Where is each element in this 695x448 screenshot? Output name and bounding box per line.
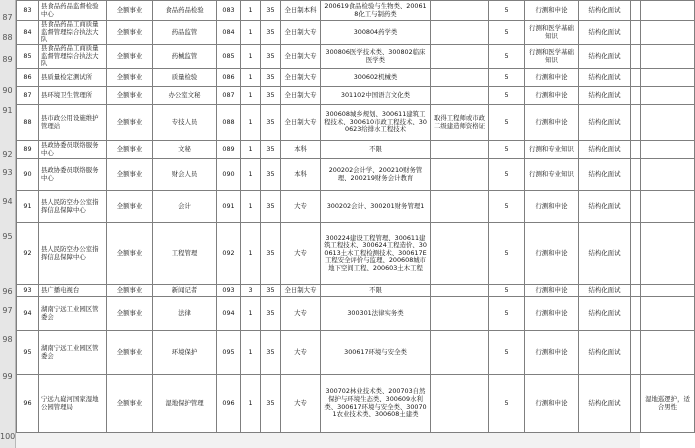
- cell-interview[interactable]: 结构化面试: [579, 69, 631, 87]
- cell-position[interactable]: 食品药品检验: [153, 1, 217, 21]
- cell-unit[interactable]: 县政协委员联络服务中心: [39, 141, 107, 159]
- cell-blank[interactable]: [631, 331, 641, 375]
- cell-interview[interactable]: 结构化面试: [579, 191, 631, 223]
- row-number[interactable]: 91: [2, 106, 13, 115]
- cell-age[interactable]: 35: [261, 45, 281, 69]
- cell-blank[interactable]: [631, 297, 641, 331]
- cell-edu[interactable]: 全日制本科: [281, 1, 321, 21]
- cell-seq[interactable]: 88: [17, 105, 39, 141]
- cell-ratio[interactable]: 5: [489, 105, 525, 141]
- cell-blank[interactable]: [631, 87, 641, 105]
- cell-edu[interactable]: 全日制大专: [281, 105, 321, 141]
- cell-position[interactable]: 质量检验: [153, 69, 217, 87]
- cell-seq[interactable]: 96: [17, 375, 39, 433]
- row-number[interactable]: 88: [2, 33, 13, 42]
- cell-note[interactable]: [641, 297, 695, 331]
- cell-code[interactable]: 083: [217, 1, 241, 21]
- cell-unit[interactable]: 县食品药品监督检验中心: [39, 1, 107, 21]
- cell-blank[interactable]: [631, 105, 641, 141]
- cell-interview[interactable]: 结构化面试: [579, 375, 631, 433]
- cell-position[interactable]: 工程管理: [153, 223, 217, 285]
- cell-other[interactable]: [431, 45, 489, 69]
- cell-num[interactable]: 1: [241, 375, 261, 433]
- cell-age[interactable]: 35: [261, 191, 281, 223]
- cell-edu[interactable]: 大专: [281, 375, 321, 433]
- row-number[interactable]: 98: [2, 335, 13, 344]
- cell-position[interactable]: 新闻记者: [153, 285, 217, 297]
- cell-code[interactable]: 087: [217, 87, 241, 105]
- cell-ratio[interactable]: 5: [489, 285, 525, 297]
- cell-exam[interactable]: 行测和专业知识: [525, 159, 579, 191]
- cell-other[interactable]: [431, 331, 489, 375]
- row-number[interactable]: 93: [2, 168, 13, 177]
- cell-position[interactable]: 药械监管: [153, 45, 217, 69]
- cell-other[interactable]: 取得工程师或市政二级建造师资格证: [431, 105, 489, 141]
- cell-edu[interactable]: 大专: [281, 223, 321, 285]
- cell-unit[interactable]: 县质量检定测试所: [39, 69, 107, 87]
- cell-num[interactable]: 1: [241, 105, 261, 141]
- cell-exam[interactable]: 行测和申论: [525, 69, 579, 87]
- cell-category[interactable]: 全额事业: [107, 21, 153, 45]
- cell-note[interactable]: 湿地巡逻护，适合男性: [641, 375, 695, 433]
- cell-num[interactable]: 1: [241, 21, 261, 45]
- cell-interview[interactable]: 结构化面试: [579, 87, 631, 105]
- recruitment-table: [16, 0, 695, 433]
- cell-exam[interactable]: 行测和申论: [525, 1, 579, 21]
- cell-blank[interactable]: [631, 375, 641, 433]
- cell-other[interactable]: [431, 191, 489, 223]
- cell-seq[interactable]: 95: [17, 331, 39, 375]
- row-number[interactable]: 95: [2, 232, 13, 241]
- cell-exam[interactable]: 行测和申论: [525, 297, 579, 331]
- cell-position[interactable]: 湿地保护管理: [153, 375, 217, 433]
- cell-ratio[interactable]: 5: [489, 69, 525, 87]
- cell-major[interactable]: 300702林业技术类、200703自然保护与环境生态类、300609水利类、300617环境与安全类、300701农业技术类、300608土建类: [321, 375, 431, 433]
- cell-blank[interactable]: [631, 141, 641, 159]
- cell-interview[interactable]: 结构化面试: [579, 223, 631, 285]
- cell-blank[interactable]: [631, 1, 641, 21]
- cell-note[interactable]: [641, 87, 695, 105]
- cell-edu[interactable]: 全日制大专: [281, 69, 321, 87]
- cell-num[interactable]: 1: [241, 331, 261, 375]
- cell-blank[interactable]: [631, 285, 641, 297]
- cell-exam[interactable]: 行测和申论: [525, 375, 579, 433]
- cell-num[interactable]: 1: [241, 223, 261, 285]
- cell-category[interactable]: 全额事业: [107, 285, 153, 297]
- row-number[interactable]: 92: [2, 150, 13, 159]
- cell-blank[interactable]: [631, 45, 641, 69]
- cell-note[interactable]: [641, 141, 695, 159]
- cell-age[interactable]: 35: [261, 21, 281, 45]
- cell-exam[interactable]: 行测和申论: [525, 285, 579, 297]
- cell-num[interactable]: 1: [241, 141, 261, 159]
- cell-age[interactable]: 35: [261, 87, 281, 105]
- cell-note[interactable]: [641, 331, 695, 375]
- cell-ratio[interactable]: 5: [489, 159, 525, 191]
- row-number[interactable]: 89: [2, 55, 13, 64]
- cell-interview[interactable]: 结构化面试: [579, 141, 631, 159]
- cell-edu[interactable]: 全日制大专: [281, 45, 321, 69]
- cell-num[interactable]: 1: [241, 1, 261, 21]
- cell-code[interactable]: 095: [217, 331, 241, 375]
- cell-seq[interactable]: 91: [17, 191, 39, 223]
- cell-edu[interactable]: 全日制大专: [281, 87, 321, 105]
- cell-code[interactable]: 092: [217, 223, 241, 285]
- cell-code[interactable]: 094: [217, 297, 241, 331]
- cell-num[interactable]: 1: [241, 159, 261, 191]
- table-row[interactable]: [17, 159, 695, 191]
- cell-ratio[interactable]: 5: [489, 223, 525, 285]
- cell-interview[interactable]: 结构化面试: [579, 297, 631, 331]
- table-row[interactable]: [17, 331, 695, 375]
- cell-category[interactable]: 全额事业: [107, 191, 153, 223]
- cell-position[interactable]: 法律: [153, 297, 217, 331]
- cell-note[interactable]: [641, 159, 695, 191]
- cell-position[interactable]: 文秘: [153, 141, 217, 159]
- cell-other[interactable]: [431, 141, 489, 159]
- cell-other[interactable]: [431, 285, 489, 297]
- row-number[interactable]: 94: [2, 197, 13, 206]
- cell-age[interactable]: 35: [261, 105, 281, 141]
- cell-category[interactable]: 全额事业: [107, 141, 153, 159]
- cell-edu[interactable]: 大专: [281, 331, 321, 375]
- cell-interview[interactable]: 结构化面试: [579, 21, 631, 45]
- cell-ratio[interactable]: 5: [489, 21, 525, 45]
- cell-position[interactable]: 办公室文秘: [153, 87, 217, 105]
- cell-note[interactable]: [641, 191, 695, 223]
- cell-major[interactable]: 300608城乡规划、300611建筑工程技术、300610市政工程技术、300623给排水工程技术: [321, 105, 431, 141]
- cell-exam[interactable]: 行测和申论: [525, 223, 579, 285]
- table-row[interactable]: [17, 45, 695, 69]
- cell-ratio[interactable]: 5: [489, 331, 525, 375]
- cell-seq[interactable]: 84: [17, 21, 39, 45]
- cell-other[interactable]: [431, 1, 489, 21]
- cell-age[interactable]: 35: [261, 141, 281, 159]
- cell-position[interactable]: 环境保护: [153, 331, 217, 375]
- cell-interview[interactable]: 结构化面试: [579, 331, 631, 375]
- cell-exam[interactable]: 行测和申论: [525, 87, 579, 105]
- table-row[interactable]: [17, 191, 695, 223]
- cell-seq[interactable]: 87: [17, 87, 39, 105]
- cell-seq[interactable]: 94: [17, 297, 39, 331]
- cell-category[interactable]: 全额事业: [107, 159, 153, 191]
- cell-category[interactable]: 全额事业: [107, 45, 153, 69]
- cell-unit[interactable]: 湖南宁远工业园区管委会: [39, 297, 107, 331]
- cell-category[interactable]: 全额事业: [107, 1, 153, 21]
- cell-code[interactable]: 093: [217, 285, 241, 297]
- cell-other[interactable]: [431, 297, 489, 331]
- cell-ratio[interactable]: 5: [489, 375, 525, 433]
- cell-unit[interactable]: 湖南宁远工业园区管委会: [39, 331, 107, 375]
- cell-num[interactable]: 1: [241, 87, 261, 105]
- cell-note[interactable]: [641, 69, 695, 87]
- cell-exam[interactable]: 行测和医学基础知识: [525, 21, 579, 45]
- table-row[interactable]: [17, 297, 695, 331]
- cell-code[interactable]: 090: [217, 159, 241, 191]
- table-row[interactable]: [17, 285, 695, 297]
- cell-code[interactable]: 089: [217, 141, 241, 159]
- cell-other[interactable]: [431, 87, 489, 105]
- table-row[interactable]: [17, 69, 695, 87]
- cell-major[interactable]: 300224建设工程管理、300611建筑工程技术、300624工程造价、300613土木工程检测技术、300617E工程安全评价与监理、200608城市地下空间工程、200603土木工程: [321, 223, 431, 285]
- cell-age[interactable]: 35: [261, 1, 281, 21]
- cell-major[interactable]: 不限: [321, 141, 431, 159]
- cell-edu[interactable]: 本科: [281, 141, 321, 159]
- cell-interview[interactable]: 结构化面试: [579, 1, 631, 21]
- cell-unit[interactable]: 宁远九嶷河国家湿地公园管理局: [39, 375, 107, 433]
- row-number[interactable]: 96: [2, 287, 13, 296]
- cell-category[interactable]: 全额事业: [107, 69, 153, 87]
- cell-code[interactable]: 091: [217, 191, 241, 223]
- cell-major[interactable]: 300202会计、300201财务管理1: [321, 191, 431, 223]
- cell-category[interactable]: 全额事业: [107, 105, 153, 141]
- cell-major[interactable]: 200202会计学、200210财务管理、200219财务会计教育: [321, 159, 431, 191]
- table-row[interactable]: [17, 87, 695, 105]
- cell-edu[interactable]: 大专: [281, 191, 321, 223]
- cell-seq[interactable]: 92: [17, 223, 39, 285]
- cell-ratio[interactable]: 5: [489, 45, 525, 69]
- cell-code[interactable]: 096: [217, 375, 241, 433]
- cell-position[interactable]: 专技人员: [153, 105, 217, 141]
- cell-num[interactable]: 3: [241, 285, 261, 297]
- cell-age[interactable]: 35: [261, 331, 281, 375]
- cell-seq[interactable]: 86: [17, 69, 39, 87]
- cell-age[interactable]: 35: [261, 297, 281, 331]
- cell-position[interactable]: 会计: [153, 191, 217, 223]
- cell-other[interactable]: [431, 21, 489, 45]
- cell-num[interactable]: 1: [241, 297, 261, 331]
- cell-other[interactable]: [431, 159, 489, 191]
- cell-seq[interactable]: 83: [17, 1, 39, 21]
- table-row[interactable]: [17, 141, 695, 159]
- row-number[interactable]: 99: [2, 372, 13, 381]
- cell-ratio[interactable]: 5: [489, 297, 525, 331]
- cell-category[interactable]: 全额事业: [107, 297, 153, 331]
- table-row[interactable]: [17, 105, 695, 141]
- cell-note[interactable]: [641, 1, 695, 21]
- cell-major[interactable]: 300602机械类: [321, 69, 431, 87]
- cell-interview[interactable]: 结构化面试: [579, 285, 631, 297]
- cell-edu[interactable]: 全日制大专: [281, 21, 321, 45]
- cell-ratio[interactable]: 5: [489, 87, 525, 105]
- cell-unit[interactable]: 县政协委员联络服务中心: [39, 159, 107, 191]
- cell-unit[interactable]: 县食品药品工商质量监督管理综合执法大队: [39, 45, 107, 69]
- cell-note[interactable]: [641, 223, 695, 285]
- cell-category[interactable]: 全额事业: [107, 87, 153, 105]
- cell-major[interactable]: 300617环境与安全类: [321, 331, 431, 375]
- cell-category[interactable]: 全额事业: [107, 375, 153, 433]
- cell-ratio[interactable]: 5: [489, 141, 525, 159]
- cell-interview[interactable]: 结构化面试: [579, 159, 631, 191]
- cell-age[interactable]: 35: [261, 285, 281, 297]
- cell-blank[interactable]: [631, 21, 641, 45]
- cell-major[interactable]: 200619食品检验与生物类、200618化工与制药类: [321, 1, 431, 21]
- cell-unit[interactable]: 县环境卫生管理所: [39, 87, 107, 105]
- row-number[interactable]: 87: [2, 13, 13, 22]
- cell-major[interactable]: 300301法律实务类: [321, 297, 431, 331]
- cell-unit[interactable]: 县市政公用设施维护管理站: [39, 105, 107, 141]
- cell-code[interactable]: 088: [217, 105, 241, 141]
- cell-edu[interactable]: 本科: [281, 159, 321, 191]
- cell-age[interactable]: 35: [261, 223, 281, 285]
- table-row[interactable]: [17, 223, 695, 285]
- cell-seq[interactable]: 93: [17, 285, 39, 297]
- cell-age[interactable]: 35: [261, 69, 281, 87]
- cell-note[interactable]: [641, 21, 695, 45]
- cell-interview[interactable]: 结构化面试: [579, 105, 631, 141]
- cell-seq[interactable]: 90: [17, 159, 39, 191]
- row-number[interactable]: 100: [0, 432, 16, 441]
- cell-seq[interactable]: 89: [17, 141, 39, 159]
- table-row[interactable]: [17, 375, 695, 433]
- cell-blank[interactable]: [631, 69, 641, 87]
- cell-num[interactable]: 1: [241, 191, 261, 223]
- cell-category[interactable]: 全额事业: [107, 331, 153, 375]
- row-number[interactable]: 90: [2, 86, 13, 95]
- cell-major[interactable]: 300806医学技术类、300802临床医学类: [321, 45, 431, 69]
- cell-edu[interactable]: 全日制大专: [281, 285, 321, 297]
- cell-code[interactable]: 084: [217, 21, 241, 45]
- cell-note[interactable]: [641, 285, 695, 297]
- cell-exam[interactable]: 行测和申论: [525, 191, 579, 223]
- cell-other[interactable]: [431, 375, 489, 433]
- cell-age[interactable]: 35: [261, 375, 281, 433]
- cell-exam[interactable]: 行测和申论: [525, 105, 579, 141]
- table-row[interactable]: [17, 21, 695, 45]
- cell-unit[interactable]: 县广播电视台: [39, 285, 107, 297]
- cell-position[interactable]: 药品监管: [153, 21, 217, 45]
- cell-code[interactable]: 086: [217, 69, 241, 87]
- cell-num[interactable]: 1: [241, 45, 261, 69]
- cell-blank[interactable]: [631, 223, 641, 285]
- cell-unit[interactable]: 县人民防空办公室指挥信息保障中心: [39, 223, 107, 285]
- cell-blank[interactable]: [631, 191, 641, 223]
- cell-major[interactable]: 不限: [321, 285, 431, 297]
- table-row[interactable]: [17, 1, 695, 21]
- cell-unit[interactable]: 县人民防空办公室指挥信息保障中心: [39, 191, 107, 223]
- cell-exam[interactable]: 行测和申论: [525, 331, 579, 375]
- cell-major[interactable]: 300804药学类: [321, 21, 431, 45]
- cell-code[interactable]: 085: [217, 45, 241, 69]
- cell-other[interactable]: [431, 223, 489, 285]
- cell-exam[interactable]: 行测和专业知识: [525, 141, 579, 159]
- cell-seq[interactable]: 85: [17, 45, 39, 69]
- cell-note[interactable]: [641, 45, 695, 69]
- row-header-column: [0, 0, 16, 448]
- cell-major[interactable]: 301102中国语言文化类: [321, 87, 431, 105]
- cell-blank[interactable]: [631, 159, 641, 191]
- cell-edu[interactable]: 大专: [281, 297, 321, 331]
- cell-other[interactable]: [431, 69, 489, 87]
- cell-unit[interactable]: 县食品药品工商质量监督管理综合执法大队: [39, 21, 107, 45]
- cell-num[interactable]: 1: [241, 69, 261, 87]
- cell-position[interactable]: 财会人员: [153, 159, 217, 191]
- row-number[interactable]: 97: [2, 306, 13, 315]
- cell-exam[interactable]: 行测和医学基础知识: [525, 45, 579, 69]
- cell-ratio[interactable]: 5: [489, 191, 525, 223]
- cell-category[interactable]: 全额事业: [107, 223, 153, 285]
- cell-age[interactable]: 35: [261, 159, 281, 191]
- cell-interview[interactable]: 结构化面试: [579, 45, 631, 69]
- cell-ratio[interactable]: 5: [489, 1, 525, 21]
- cell-note[interactable]: [641, 105, 695, 141]
